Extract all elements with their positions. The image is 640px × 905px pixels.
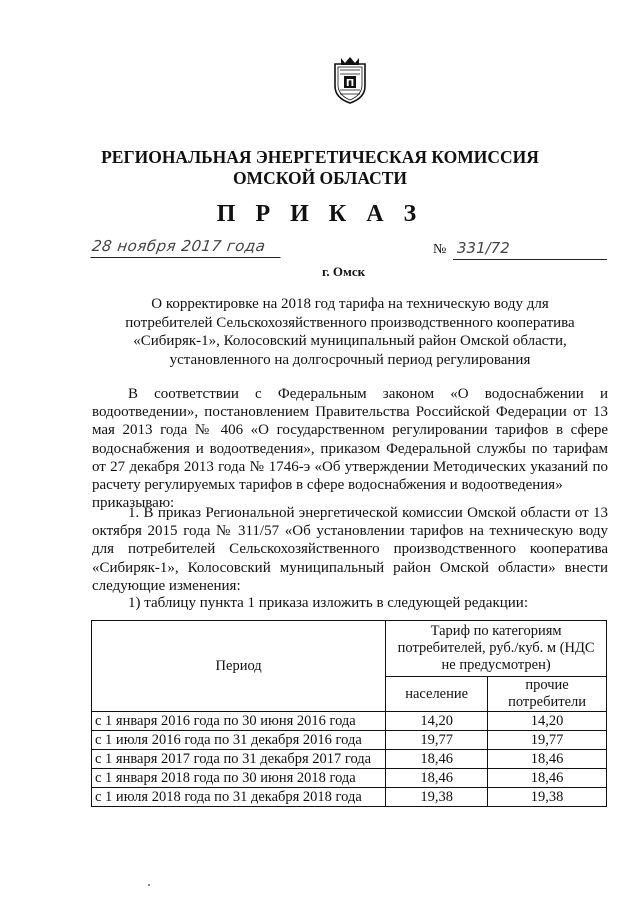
subject-line: «Сибиряк-1», Колосовский муниципальный район Омской области, [133,333,567,350]
subject-line: установленного на долгосрочный период регулирования [169,351,531,368]
table-row [92,788,607,807]
cell-period: с 1 января 2017 года по 31 декабря 2017 года [92,750,386,769]
subject-line: О корректировке на 2018 год тарифа на техническую воду для [151,296,549,312]
city-label: г. Омск [322,264,366,279]
table-row [92,731,607,750]
cell-other: 18,46 [488,750,607,769]
order-subject [100,295,600,369]
cell-population: 18,46 [386,769,488,788]
cell-population: 14,20 [386,712,488,731]
org-name-line2: ОМСКОЙ ОБЛАСТИ [232,168,408,188]
cell-population: 19,77 [386,731,488,750]
cell-other: 14,20 [488,712,607,731]
cell-period: с 1 января 2016 года по 30 июня 2016 года [92,712,386,731]
subpoint-1: 1) таблицу пункта 1 приказа изложить в следующей редакции: [128,595,528,611]
table-row [92,769,607,788]
handwritten-date: 28 ноября 2017 года [90,235,283,258]
number-label: № [433,242,447,257]
cell-other: 19,77 [488,731,607,750]
decree-word: приказываю: [92,495,175,512]
header-tariff-group: Тариф по категориям потребителей, руб./куб. м (НДС не предусмотрен) [386,621,607,677]
cell-population: 19,38 [386,788,488,807]
tariff-table [91,620,607,807]
point-1-paragraph: 1. В приказ Региональной энергетической комиссии Омской области от 13 октября 2015 года № 311/57 «Об установлении тарифов на техническую воду для потребителей Сельскохозяйственного производственного кооператива «Сибиряк-1», Колосовский муниципальный район Омской области» внести следующие изменения: [92,505,608,594]
cell-period: с 1 июля 2018 года по 31 декабря 2018 года [92,788,386,807]
cell-period: с 1 июля 2016 года по 31 декабря 2016 года [92,731,386,750]
scan-dot [148,884,150,886]
cell-period: с 1 января 2018 года по 30 июня 2018 года [92,769,386,788]
org-name-line1: РЕГИОНАЛЬНАЯ ЭНЕРГЕТИЧЕСКАЯ КОМИССИЯ [101,147,539,167]
preamble-paragraph [92,385,608,512]
cell-other: 19,38 [488,788,607,807]
cell-other: 18,46 [488,769,607,788]
table-row [92,712,607,731]
header-other-consumers: прочие потребители [488,677,607,712]
emblem-letter: П [345,78,355,89]
table-row [92,750,607,769]
preamble-text: В соответствии с Федеральным законом «О водоснабжении и водоотведении», постановлением Правительства Российской Федерации от 13 мая 2013 года № 406 «О государственном регулировании тарифов в сфере водоснабжения и водоотведения», приказом Федеральной службы по тарифам от 27 декабря 2013 года № 1746-э «Об утверждении Методических указаний по расчету регулируемых тарифов в сфере водоснабжения и водоотведения» [92,386,608,494]
header-period: Период [92,621,386,712]
cell-population: 18,46 [386,750,488,769]
coat-of-arms-icon [329,56,371,104]
document-type-title: П Р И К А З [216,201,424,227]
subject-line: потребителей Сельскохозяйственного производственного кооператива [125,314,575,331]
header-population: население [386,677,488,712]
handwritten-number: 331/72 [453,237,607,260]
